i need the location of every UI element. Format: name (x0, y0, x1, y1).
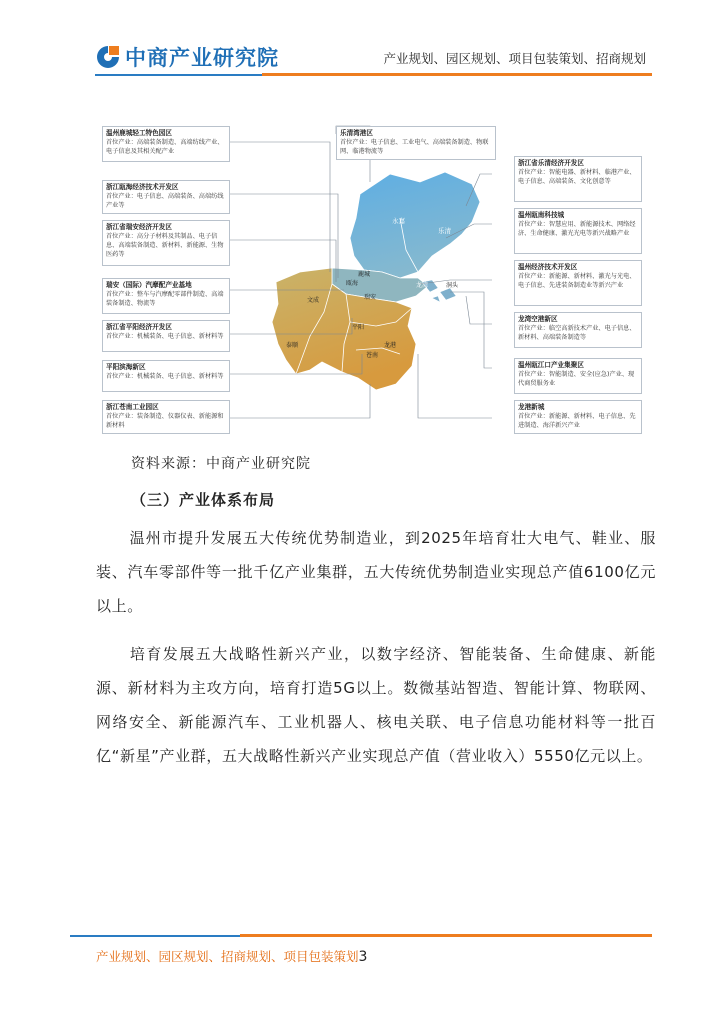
logo-mark-icon (95, 44, 121, 70)
footer-divider-orange (240, 934, 652, 937)
footer-divider-blue (70, 935, 240, 937)
callout-ouhai-zone: 浙江瓯海经济技术开发区 首位产业：电子信息、高端装备、高端纺线产业等 (102, 180, 230, 214)
page-number: 3 (358, 949, 368, 965)
callout-wenzhou-etdz: 温州经济技术开发区 首位产业：新能源、新材料、激光与光电、电子信息、先进装备制造业等新兴产业 (514, 260, 642, 306)
callout-oujiangkou-cluster: 温州瓯江口产业集聚区 首位产业：智能制造、安全(应急)产业、现代商贸服务业 (514, 358, 642, 394)
callout-ounan-tech-city: 温州瓯南科技城 首位产业：智慧应用、新能源技术、网络经济、生命健康、激光光电等新兴战略产业 (514, 208, 642, 254)
callout-pingyang-zone: 浙江省平阳经济开发区 首位产业：机械装备、电子信息、新材料等 (102, 320, 230, 352)
map-label-wencheng: 文成 (307, 297, 320, 304)
callout-ruian-zone: 浙江省瑞安经济开发区 首位产业：高分子材料及其制品、电子信息、高端装备制造、新材料、新能源、生物医药等 (102, 220, 230, 266)
map-label-pingyang: 平阳 (352, 324, 365, 331)
map-region-north (350, 172, 480, 278)
map-label-longgang: 龙港 (384, 342, 397, 349)
map-label-ouhai: 瓯海 (346, 280, 359, 287)
header-divider-blue (95, 74, 262, 76)
header-tagline: 产业规划、园区规划、项目包装策划、招商规划 (383, 51, 646, 66)
map-label-cangnan: 苍南 (366, 352, 379, 359)
map-label-yongjia: 永嘉 (392, 217, 405, 225)
map-label-lucheng: 鹿城 (358, 271, 371, 278)
section-heading: （三）产业体系布局 (131, 491, 276, 509)
map-label-longwan: 龙湾 (416, 282, 429, 289)
map-label-yueqing: 乐清 (438, 227, 451, 235)
map-label-dongtou: 洞头 (446, 282, 459, 289)
callout-ruian-auto-base: 瑞安（国际）汽摩配产业基地 首位产业：整车与汽摩配零部件制造、高端装备制造、物流等 (102, 278, 230, 314)
paragraph-1: 温州市提升发展五大传统优势制造业，到2025年培育壮大电气、鞋业、服装、汽车零部件等一批千亿产业集群，五大传统优势制造业实现总产值6100亿元以上。 (96, 529, 656, 615)
callout-lucheng-park: 温州鹿城轻工特色园区 首位产业：高端装备制造、高端纺线产业、电子信息及其相关配产业 (102, 126, 230, 162)
callout-pingyang-coastal: 平阳滨海新区 首位产业：机械装备、电子信息、新材料等 (102, 360, 230, 392)
logo-text: 中商产业研究院 (125, 46, 279, 70)
callout-longwan-airport: 龙湾空港新区 首位产业：临空高新技术产业、电子信息、新材料、高端装备制造等 (514, 312, 642, 348)
header-divider-orange (262, 73, 652, 76)
figure-source: 资料来源：中商产业研究院 (131, 456, 311, 472)
paragraph-2: 培育发展五大战略性新兴产业，以数字经济、智能装备、生命健康、新能源、新材料为主攻方向，培育打造5G以上。数微基站智造、智能计算、物联网、网络安全、新能源汽车、工业机器人、核电关联、电子信息功能材料等一批百亿“新星”产业群，五大战略性新兴产业实现总产值（营业收入）5550亿元以上。 (96, 645, 656, 765)
footer-tagline: 产业规划、园区规划、招商规划、项目包装策划3 (96, 949, 368, 965)
callout-yueqing-bay: 乐清湾港区 首位产业：电子信息、工业电气、高端装备制造、物联网、临港物流等 (336, 126, 496, 160)
callout-longgang-new-city: 龙港新城 首位产业：新能源、新材料、电子信息、先进制造、海洋新兴产业 (514, 400, 642, 434)
map-label-ruian: 瑞安 (364, 294, 377, 301)
callout-cangnan-park: 浙江苍南工业园区 首位产业：装备制造、仪器仪表、新能源和新材料 (102, 400, 230, 434)
industrial-parks-map-figure (100, 122, 644, 438)
company-logo (95, 43, 279, 71)
map-label-taishun: 泰顺 (286, 342, 299, 349)
callout-yueqing-zone: 浙江省乐清经济开发区 首位产业：智能电器、新材料、临港产业、电子信息、高端装备、文化创意等 (514, 156, 642, 202)
